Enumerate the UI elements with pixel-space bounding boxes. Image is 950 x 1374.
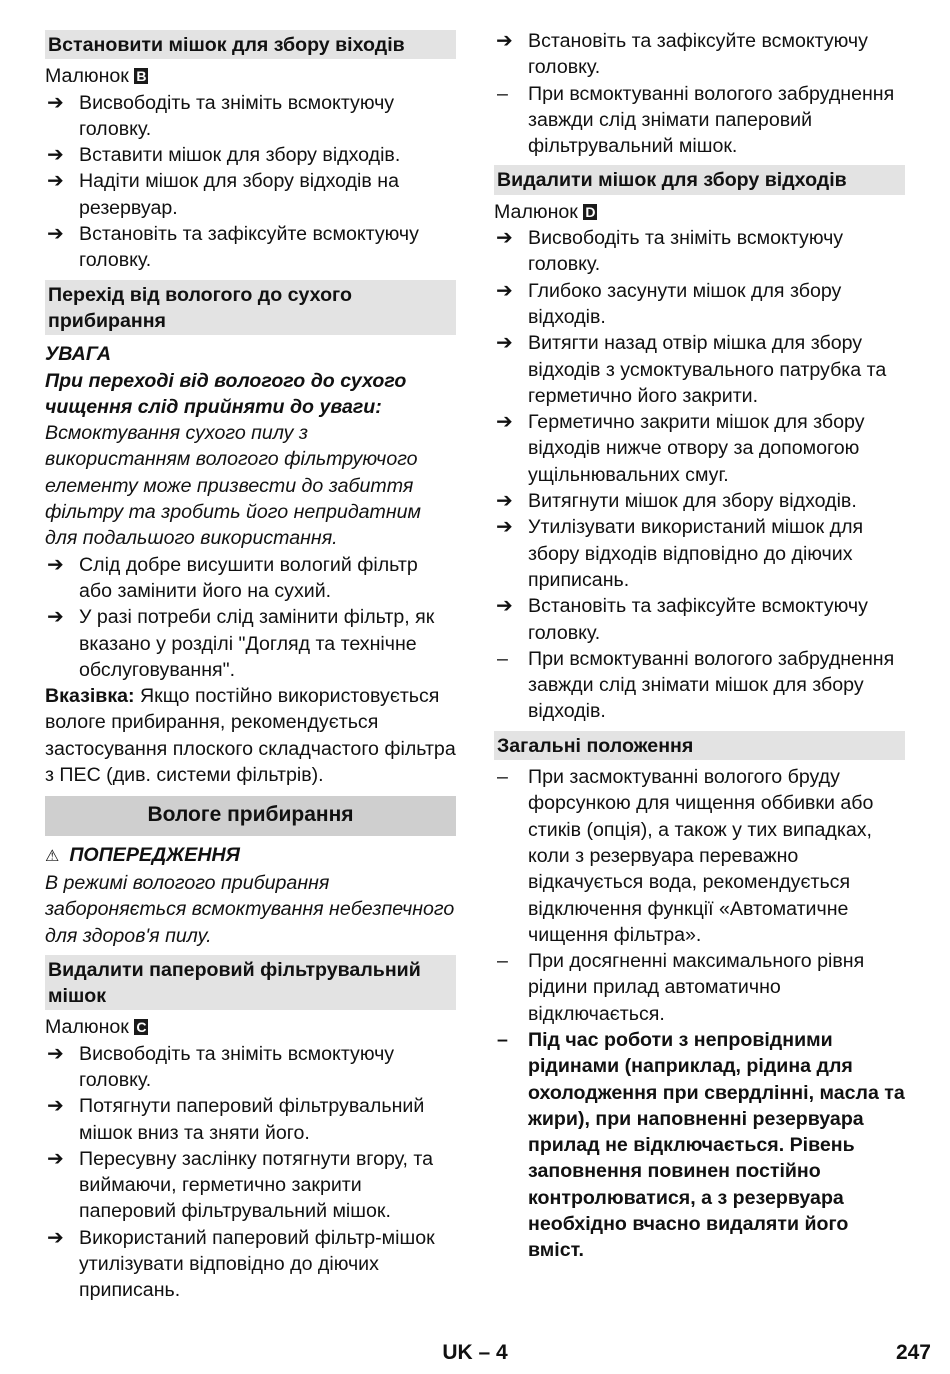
dash-bullet: – (497, 647, 508, 670)
right-column (494, 28, 905, 1264)
arrow-right-icon: ➔ (47, 170, 64, 193)
step-text: Вставити мішок для збору відходів. (79, 144, 401, 167)
step (494, 278, 905, 331)
heading-install-bag: Встановити мішок для збору віходів (45, 30, 456, 59)
dash-bullet: – (497, 950, 508, 973)
arrow-right-icon: ➔ (47, 1147, 64, 1170)
arrow-right-icon: ➔ (496, 227, 513, 250)
step (45, 142, 456, 168)
step (45, 1041, 456, 1094)
step (494, 409, 905, 488)
arrow-right-icon: ➔ (47, 1095, 64, 1118)
figure-letter-b: B (136, 68, 147, 85)
attention-text: Всмоктування сухого пилу з використанням вологого фільтруючого елементу може призвести до забиття фільтру та зробить його непридатним для подальшого використання. (45, 422, 421, 550)
arrow-right-icon: ➔ (47, 91, 64, 114)
step-text: У разі потреби слід замінити фільтр, як вказано у розділі "Догляд та технічне обслуговування". (79, 606, 435, 681)
step-text: Герметично закрити мішок для збору відходів нижче отвору за допомогою ущільнювальних смуг. (528, 411, 865, 486)
figure-letter-d: D (585, 203, 596, 220)
note-label: Вказівка: (45, 685, 135, 708)
arrow-right-icon: ➔ (496, 490, 513, 513)
arrow-right-icon: ➔ (496, 279, 513, 302)
step (494, 330, 905, 409)
figure-label: Малюнок (45, 65, 129, 88)
step-text: Витягти назад отвір мішка для збору відходів з усмоктувального патрубка та герметично його закрити. (528, 332, 887, 407)
left-column (45, 28, 456, 1304)
dash-bullet: – (497, 1028, 508, 1051)
dash-text: При всмоктуванні вологого забруднення завжди слід знімати мішок для збору відходів. (528, 647, 895, 723)
step-text: Висвободіть та зніміть всмоктуючу головку. (528, 227, 844, 276)
footer-section-label: UK – 4 (442, 1341, 508, 1364)
note-text: Якщо постійно використовується вологе прибирання, рекомендується застосування плоского складчастого фільтра з ПЕС (див. системи фільтрів). (45, 685, 456, 787)
dash-text: При всмоктуванні вологого забруднення завжди слід знімати паперовий фільтрувальний мішок. (528, 82, 895, 158)
arrow-right-icon: ➔ (47, 223, 64, 246)
step (45, 1225, 456, 1304)
step-text: Встановіть та зафіксуйте всмоктуючу головку. (528, 30, 868, 79)
warning-title: ПОПЕРЕДЖЕННЯ (69, 843, 240, 866)
step-text: Слід добре висушити вологий фільтр або замінити його на сухий. (79, 553, 418, 602)
heading-wet-to-dry: Перехід від вологого до сухого прибирання (45, 280, 456, 336)
figure-letter-c: C (136, 1019, 147, 1036)
arrow-right-icon: ➔ (47, 553, 64, 576)
step-text: Використаний паперовий фільтр-мішок утилізувати відповідно до діючих приписань. (79, 1226, 435, 1302)
heading-wet-cleaning: Вологе прибирання (45, 796, 456, 835)
figure-ref-c (45, 1014, 456, 1040)
step-text: Потягнути паперовий фільтрувальний мішок вниз та зняти його. (79, 1095, 425, 1144)
step-text: Встановіть та зафіксуйте всмоктуючу головку. (79, 223, 419, 272)
arrow-right-icon: ➔ (47, 144, 64, 167)
warning-title-line (45, 842, 456, 870)
arrow-right-icon: ➔ (496, 411, 513, 434)
dash-text: При засмоктуванні вологого бруду форсункою для чищення оббивки або стиків (опція), а також у тих випадках, коли з резервуара переважно відкачується вода, рекомендується відключення функції «Автоматичне чищення фільтра». (528, 766, 874, 946)
dash-item (494, 1027, 905, 1264)
arrow-right-icon: ➔ (47, 1226, 64, 1249)
dash-bullet: – (497, 766, 508, 789)
figure-label: Малюнок (494, 200, 578, 223)
heading-general: Загальні положення (494, 731, 905, 760)
note (45, 683, 456, 788)
arrow-right-icon: ➔ (47, 1042, 64, 1065)
step (45, 552, 456, 605)
arrow-right-icon: ➔ (496, 595, 513, 618)
figure-ref-d (494, 199, 905, 225)
page-number: 247 (895, 1341, 931, 1364)
attention-lead: При переході від вологого до сухого чищення слід прийняти до уваги: (45, 369, 407, 418)
step (494, 488, 905, 514)
step-text: Надіти мішок для збору відходів на резервуар. (79, 170, 399, 219)
arrow-right-icon: ➔ (496, 332, 513, 355)
dash-text: При досягненні максимального рівня рідини прилад автоматично відключається. (528, 950, 865, 1025)
step-text: Встановіть та зафіксуйте всмоктуючу головку. (528, 595, 868, 644)
step (45, 221, 456, 274)
dash-item (494, 948, 905, 1027)
step-text: Глибоко засунути мішок для збору відходів. (528, 279, 842, 328)
step (45, 604, 456, 683)
step (45, 168, 456, 221)
dash-item (494, 81, 905, 160)
step-text: Висвободіть та зніміть всмоктуючу головку. (79, 91, 395, 140)
dash-text: Під час роботи з непровідними рідинами (наприклад, рідина для охолодження при свердлінні, масла та жири), при наповненні резервуара прилад не відключається. Рівень заповнення повинен постійно контролюватися, а з резервуара необхідно вчасно видаляти його вміст. (528, 1028, 905, 1262)
arrow-right-icon: ➔ (47, 606, 64, 629)
step (494, 225, 905, 278)
dash-item (494, 764, 905, 948)
figure-label: Малюнок (45, 1016, 129, 1039)
step (494, 514, 905, 593)
step-text: Висвободіть та зніміть всмоктуючу головку. (79, 1042, 395, 1091)
warning-text: В режимі вологого прибирання забороняється всмоктування небезпечного для здоров'я пилу. (45, 871, 455, 947)
step (494, 593, 905, 646)
dash-item (494, 646, 905, 725)
step (45, 1146, 456, 1225)
step-text: Пересувну заслінку потягнути вгору, та виймаючи, герметично закрити паперовий фільтрувальний мішок. (79, 1147, 434, 1223)
step-text: Утилізувати використаний мішок для збору відходів відповідно до діючих приписань. (528, 516, 864, 591)
attention-title: УВАГА (45, 343, 112, 366)
warning-triangle-icon: ⚠ (45, 847, 60, 865)
arrow-right-icon: ➔ (496, 30, 513, 52)
figure-ref-b (45, 63, 456, 89)
step-text: Витягнути мішок для збору відходів. (528, 490, 857, 513)
step (45, 90, 456, 143)
arrow-right-icon: ➔ (496, 516, 513, 539)
step (494, 28, 905, 81)
dash-bullet: – (497, 82, 508, 105)
heading-remove-waste-bag: Видалити мішок для збору відходів (494, 165, 905, 194)
step (45, 1093, 456, 1146)
heading-remove-paper-bag: Видалити паперовий фільтрувальний мішок (45, 955, 456, 1011)
